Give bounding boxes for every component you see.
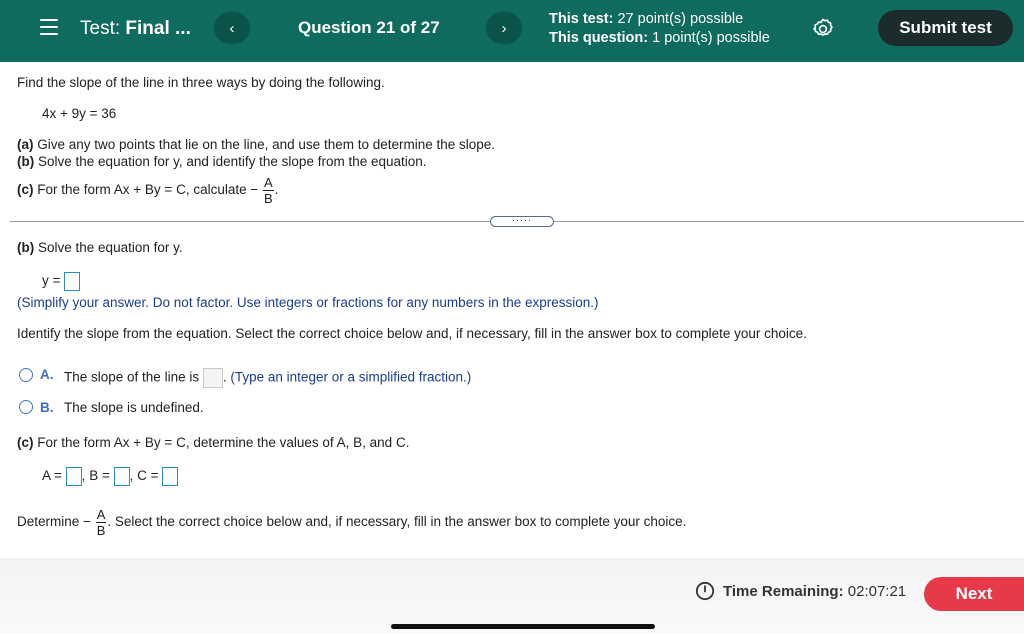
menu-icon[interactable] — [40, 19, 58, 35]
answer-part-b-text: Solve the equation for y. — [38, 240, 183, 255]
points-info — [549, 10, 770, 48]
answer-part-c-label: (c) — [17, 435, 34, 450]
time-remaining — [723, 583, 906, 600]
choice-b-text: The slope is undefined. — [64, 400, 204, 415]
test-title — [80, 18, 191, 40]
y-answer-input[interactable] — [64, 272, 80, 291]
choice-b-radio[interactable] — [19, 400, 33, 414]
b-label: B = — [89, 468, 110, 484]
c-label: C = — [137, 468, 159, 484]
question-points-value: 1 point(s) possible — [652, 30, 770, 46]
frac-minus: − — [250, 182, 259, 198]
abc-inputs-row: A = , B = , C = — [42, 467, 178, 486]
clock-icon — [695, 581, 715, 601]
fraction-numerator: A — [264, 175, 273, 190]
part-c-label: (c) — [17, 182, 34, 198]
problem-equation: 4x + 9y = 36 — [42, 106, 117, 121]
resize-handle[interactable] — [490, 216, 554, 227]
determine-label: Determine — [17, 514, 80, 530]
a-answer-input[interactable] — [66, 467, 82, 486]
fraction-denominator: B — [264, 191, 273, 206]
part-a-label: (a) — [17, 137, 34, 152]
test-points-label: This test: — [549, 11, 614, 27]
answer-part-c-text: For the form Ax + By = C, determine the values of A, B, and C. — [37, 435, 410, 450]
test-title-prefix: Test: — [80, 18, 121, 39]
part-b-text: Solve the equation for y, and identify the slope from the equation. — [38, 154, 427, 169]
next-question-button[interactable]: › — [486, 12, 522, 44]
a-label: A = — [42, 468, 62, 484]
part-b-label: (b) — [17, 154, 35, 169]
test-title-name: Final ... — [125, 18, 191, 39]
b-answer-input[interactable] — [114, 467, 130, 486]
problem-intro: Find the slope of the line in three ways by doing the following. — [17, 75, 385, 90]
choice-a-letter: A. — [40, 367, 54, 382]
part-c-text: For the form Ax + By = C, calculate — [37, 182, 247, 198]
part-b-instruction — [17, 154, 427, 169]
previous-question-button[interactable]: ‹ — [214, 12, 250, 44]
gear-icon[interactable] — [811, 17, 835, 41]
identify-slope-instruction: Identify the slope from the equation. Select the correct choice below and, if necessary, fill in the answer box to complete your choice. — [17, 326, 807, 341]
determine-instruction: Determine − $\frac{A}{B}$ . Select the correct choice below and, if necessary, fill in the answer box to complete your choice. — [17, 507, 687, 538]
choice-b-letter: B. — [40, 400, 54, 415]
y-equation-row — [42, 272, 80, 291]
choice-a-text: The slope of the line is — [64, 369, 200, 385]
c-answer-input[interactable] — [162, 467, 178, 486]
submit-test-button[interactable]: Submit test — [878, 10, 1013, 46]
choice-a-radio[interactable] — [19, 368, 33, 382]
y-label: y = — [42, 273, 61, 289]
test-points-value: 27 point(s) possible — [617, 11, 744, 27]
determine-text: . Select the correct choice below and, if necessary, fill in the answer box to complete your choice. — [107, 514, 687, 530]
next-button[interactable]: Next — [924, 577, 1024, 611]
answer-part-b-label: (b) — [17, 240, 35, 255]
answer-part-c-instruction — [17, 435, 409, 450]
answer-part-b-instruction — [17, 240, 183, 255]
period: . — [274, 182, 279, 198]
simplify-hint: (Simplify your answer. Do not factor. Use integers or fractions for any numbers in the expression.) — [17, 295, 599, 310]
part-a-text: Give any two points that lie on the line, and use them to determine the slope. — [37, 137, 496, 152]
a-over-b-fraction — [263, 175, 274, 206]
question-counter: Question 21 of 27 — [298, 18, 440, 37]
part-c-instruction — [17, 175, 278, 206]
time-remaining-value: 02:07:21 — [847, 583, 907, 600]
determine-fraction: $\frac{A}{B}$ — [96, 507, 106, 538]
top-bar — [0, 0, 1024, 62]
choice-a-hint: (Type an integer or a simplified fraction.) — [230, 369, 472, 385]
handle-dots: ····· — [512, 215, 532, 225]
part-a-instruction — [17, 137, 495, 152]
question-points-label: This question: — [549, 30, 649, 46]
choice-a-row: The slope of the line is . (Type an integer or a simplified fraction.) — [64, 368, 471, 388]
home-indicator — [391, 624, 655, 629]
time-remaining-label: Time Remaining: — [723, 583, 844, 600]
slope-answer-input[interactable] — [203, 368, 223, 388]
